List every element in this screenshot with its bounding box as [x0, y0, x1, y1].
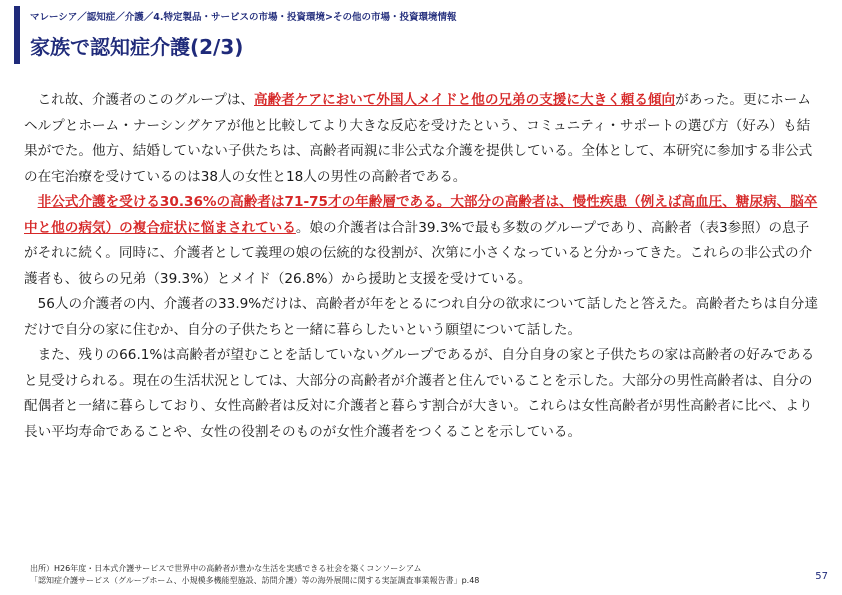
- source-citation: [30, 563, 479, 587]
- paragraph-1-rest: があった。更にホームヘルプとホーム・ナーシングケアが他と比較してより大きな反応を受けたという、コミュニティ・サポートの選び方（好み）も結果がでた。他方、結婚していない子供たちは、高齢者両親に非公式な介護を提供している。全体として、本研究に参加する非公式の在宅治療を受けているのは38人の女性と18人の男性の高齢者である。: [24, 92, 813, 185]
- paragraph-4: また、残りの66.1%は高齢者が望むことを話していないグループであるが、自分自身の家と子供たちの家は高齢者の好みであると見受けられる。現在の生活状況としては、大部分の高齢者が介護者と住んでいることを示した。大部分の男性高齢者は、自分の配偶者と一緒に暮らしており、女性高齢者は反対に介護者と暮らす割合が大きい。これらは女性高齢者が男性高齢者に比べ、より長い平均寿命であることや、女性の役割そのものが女性介護者をつくることを示している。: [24, 347, 815, 440]
- title-accent-bar: [14, 6, 20, 64]
- paragraph-2: [24, 190, 820, 292]
- paragraph-3: 56人の介護者の内、介護者の33.9%だけは、高齢者が年をとるにつれ自分の欲求について話したと答えた。高齢者たちは自分達だけで自分の家に住むか、自分の子供たちと一緒に暮らしたいという願望について話した。: [24, 296, 818, 338]
- page-number: 57: [815, 571, 828, 582]
- source-line-1: 出所）H26年度・日本式介護サービスで世界中の高齢者が豊かな生活を実感できる社会を築くコンソーシアム: [30, 564, 422, 573]
- paragraph-1: [24, 88, 820, 190]
- source-line-2: 「認知症介護サービス（グループホーム、小規模多機能型施設、訪問介護）等の海外展開に関する実証調査事業報告書」p.48: [30, 576, 480, 585]
- breadcrumb: マレーシア／認知症／介護／4.特定製品・サービスの市場・投資環境>その他の市場・投資環境情報: [30, 12, 457, 23]
- paragraph-2-rest: 。娘の介護者は合計39.3%で最も多数のグループであり、高齢者（表3参照）の息子がそれに続く。同時に、介護者として義理の娘の伝統的な役割が、次第に小さくなっていると分かってきた。これらの非公式の介護者も、彼らの兄弟（39.3%）とメイド（26.8%）から援助と支援を受けている。: [24, 219, 813, 287]
- highlight-foreign-maid: 高齢者ケアにおいて外国人メイドと他の兄弟の支援に大きく頼る傾向: [254, 92, 676, 108]
- body-text: [24, 88, 820, 445]
- page-title: 家族で認知症介護(2/3): [30, 35, 244, 59]
- paragraph-1-intro: これ故、介護者のこのグループは、: [37, 92, 255, 108]
- highlight-age-group: 非公式介護を受ける30.36%の高齢者は71-75才の年齢層である。大部分の高齢者は、慢性疾患（例えば高血圧、糖尿病、脳卒中と他の病気）の複合症状に悩まされている: [24, 194, 818, 236]
